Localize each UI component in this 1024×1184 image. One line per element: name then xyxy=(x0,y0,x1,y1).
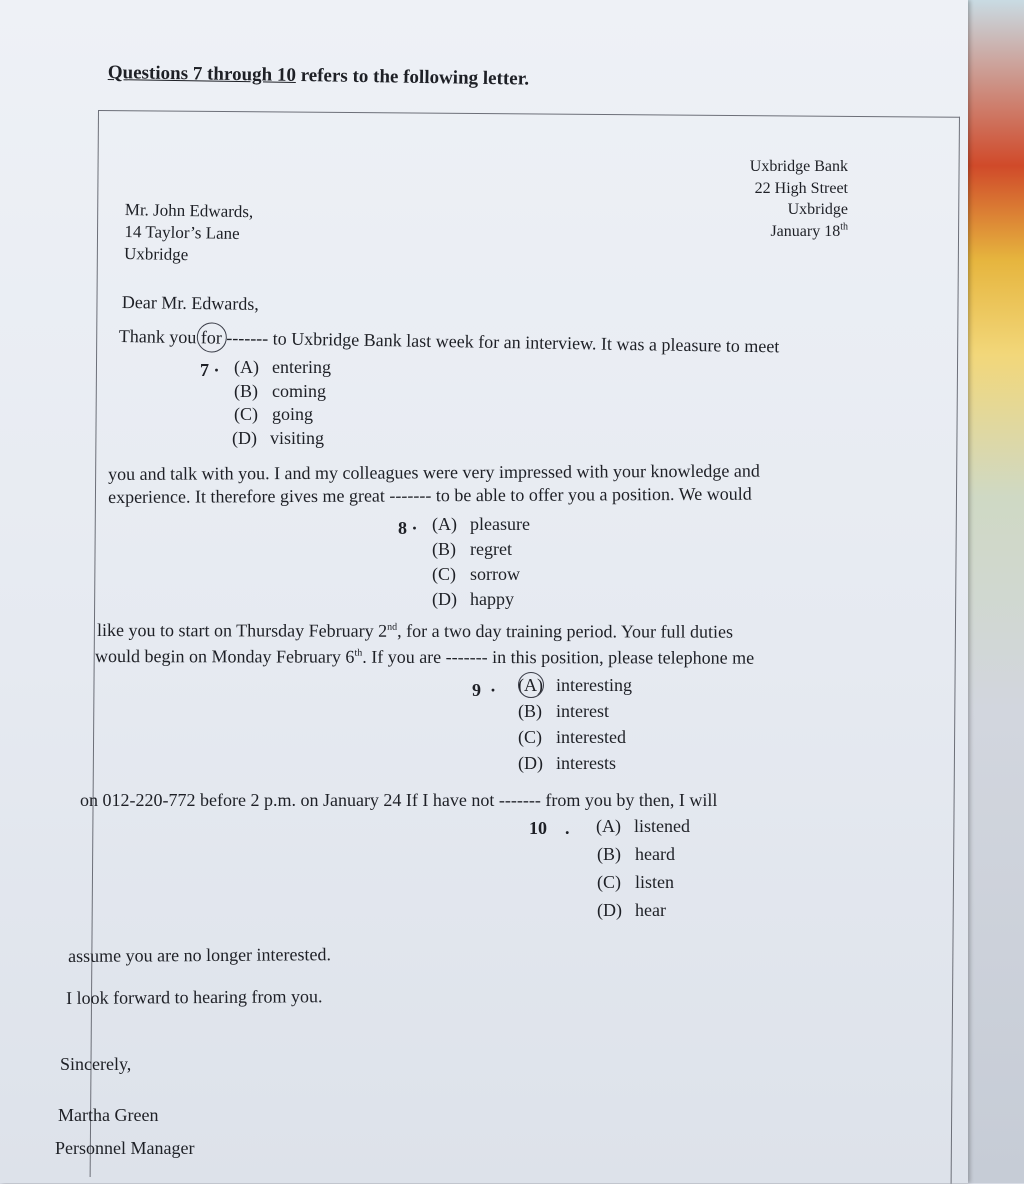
option-10c[interactable]: (C) listen xyxy=(597,872,674,892)
sender-line-1: Uxbridge Bank xyxy=(749,158,848,175)
option-7a[interactable]: (A) entering xyxy=(234,357,331,377)
pen-circle-mark xyxy=(197,322,227,352)
option-7b[interactable]: (B) coming xyxy=(234,381,326,401)
circled-word-text: for xyxy=(200,327,222,348)
paragraph-line-1 xyxy=(119,326,780,357)
option-8a[interactable]: (A) pleasure xyxy=(432,514,530,534)
p1-after: ------- to Uxbridge Bank last week for an interview. It was a pleasure to meet xyxy=(221,327,780,357)
recipient-line-2: 14 Taylor’s Lane xyxy=(124,221,240,244)
paragraph-line-5: would begin on Monday February 6th. If you are ------- in this position, please telephone me xyxy=(94,646,755,668)
option-9c[interactable]: (C) interested xyxy=(518,727,626,747)
date-text: January 18 xyxy=(770,222,841,240)
question-number-7: 7 · xyxy=(200,360,220,380)
paragraph-line-8: I look forward to hearing from you. xyxy=(66,986,323,1008)
option-8d[interactable]: (D) happy xyxy=(432,589,514,609)
recipient-line-1: Mr. John Edwards, xyxy=(124,199,254,222)
option-10b[interactable]: (B) heard xyxy=(597,844,675,864)
signer-name: Martha Green xyxy=(58,1105,159,1125)
question-number-9: 9 · xyxy=(472,680,497,700)
date-suffix: th xyxy=(840,221,848,233)
option-10a[interactable]: (A) listened xyxy=(596,816,690,836)
question-number-10: 10 . xyxy=(529,818,570,838)
answer-circle-mark xyxy=(518,672,544,698)
option-8b[interactable]: (B) regret xyxy=(432,539,512,559)
signer-title: Personnel Manager xyxy=(55,1138,195,1158)
recipient-line-3: Uxbridge xyxy=(123,243,189,265)
salutation: Dear Mr. Edwards, xyxy=(121,292,259,314)
option-10d[interactable]: (D) hear xyxy=(597,900,666,920)
question-number-8: 8 · xyxy=(398,518,418,538)
letter-date xyxy=(700,221,848,243)
heading-question-range: Questions 7 through 10 xyxy=(107,62,297,86)
paragraph-line-3: experience. It therefore gives me great ------- to be able to offer you a position. We would xyxy=(108,483,752,507)
option-9b[interactable]: (B) interest xyxy=(518,701,609,721)
circled-word xyxy=(201,327,222,347)
option-9d[interactable]: (D) interests xyxy=(518,753,616,773)
sender-line-3: Uxbridge xyxy=(787,201,848,218)
option-7d[interactable]: (D) visiting xyxy=(232,428,325,448)
option-9a[interactable]: (A) interesting xyxy=(518,675,632,696)
paragraph-line-7: assume you are no longer interested. xyxy=(68,944,332,966)
option-7c[interactable]: (C) going xyxy=(234,404,314,424)
paragraph-line-6: on 012-220-772 before 2 p.m. on January 24 If I have not ------- from you by then, I will xyxy=(80,790,718,810)
background-edge xyxy=(968,0,1024,1183)
paragraph-line-2: you and talk with you. I and my colleagues were very impressed with your knowledge and xyxy=(108,460,760,484)
sender-line-2: 22 High Street xyxy=(754,179,848,197)
heading-rest: refers to the following letter. xyxy=(295,64,530,90)
recipient-address xyxy=(124,199,254,267)
option-8c[interactable]: (C) sorrow xyxy=(432,564,520,584)
sender-address xyxy=(700,156,848,242)
paragraph-line-4: like you to start on Thursday February 2nd, for a two day training period. Your full duties xyxy=(96,620,734,642)
signoff: Sincerely, xyxy=(60,1054,132,1074)
p1-before: Thank you xyxy=(118,326,201,348)
